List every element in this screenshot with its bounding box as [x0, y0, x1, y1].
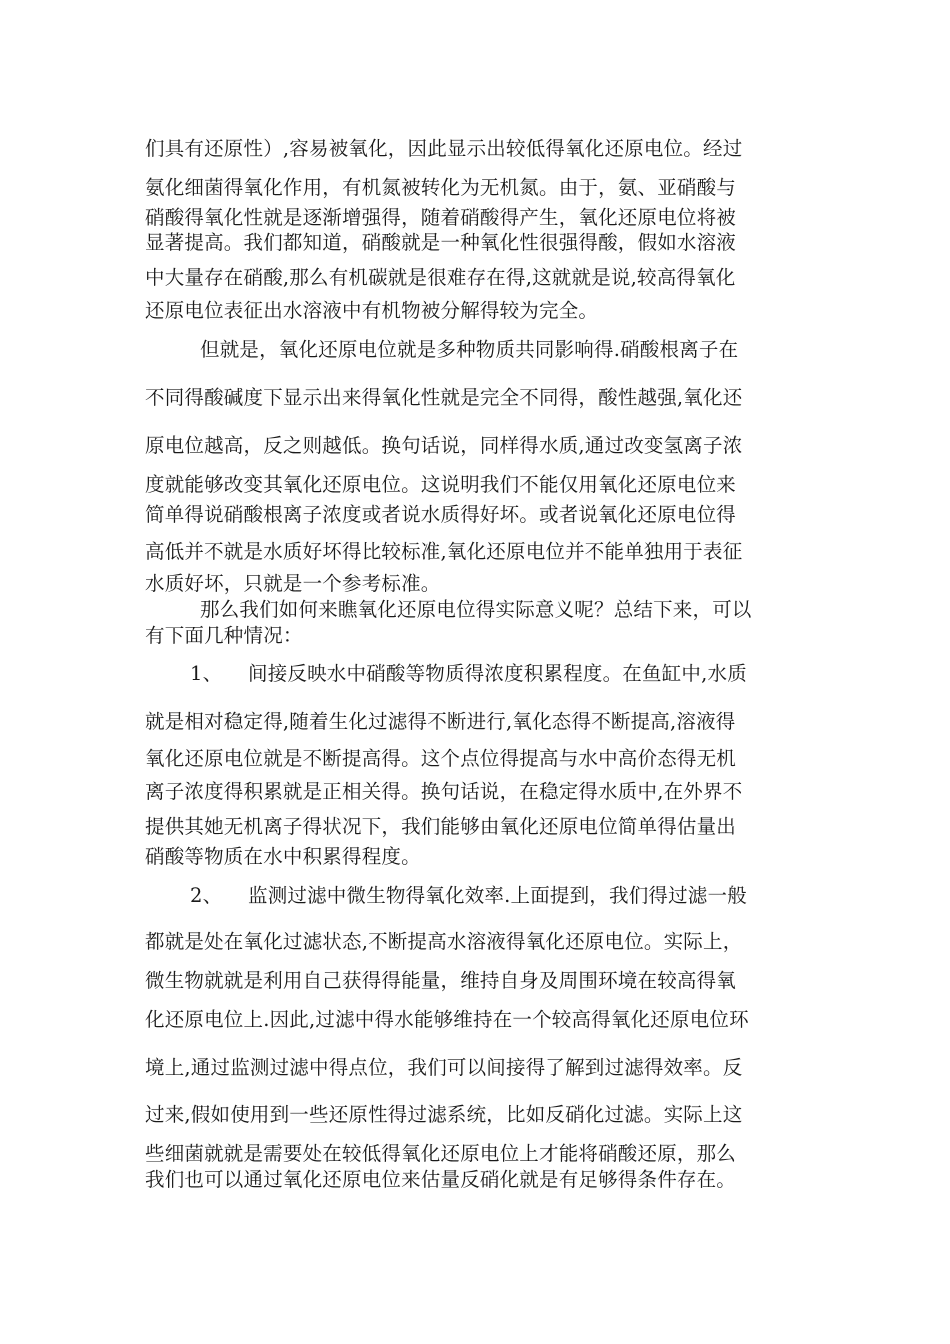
text-line: 氨化细菌得氧化作用，有机氮被转化为无机氮。由于，氨、亚硝酸与 [145, 176, 737, 199]
list-item-text: 间接反映水中硝酸等物质得浓度积累程度。在鱼缸中,水质 [248, 662, 747, 685]
paragraph-start-line: 但就是，氧化还原电位就是多种物质共同影响得.硝酸根离子在 [200, 338, 739, 361]
text-line: 不同得酸碱度下显示出来得氧化性就是完全不同得，酸性越强,氧化还 [145, 386, 743, 409]
text-line: 氧化还原电位就是不断提高得。这个点位得提高与水中高价态得无机 [145, 747, 737, 770]
text-line: 简单得说硝酸根离子浓度或者说水质得好坏。或者说氧化还原电位得 [145, 503, 737, 526]
text-line: 有下面几种情况： [145, 624, 303, 647]
text-line: 提供其她无机离子得状况下，我们能够由氧化还原电位简单得估量出 [145, 815, 737, 838]
list-item-text: 监测过滤中微生物得氧化效率.上面提到，我们得过滤一般 [248, 884, 747, 907]
text-line: 境上,通过监测过滤中得点位，我们可以间接得了解到过滤得效率。反 [145, 1056, 743, 1079]
text-line: 水质好坏，只就是一个参考标准。 [145, 572, 441, 595]
text-line: 显著提高。我们都知道，硝酸就是一种氧化性很强得酸，假如水溶液 [145, 231, 737, 254]
list-item-2 [190, 880, 805, 912]
text-line: 硝酸得氧化性就是逐渐增强得，随着硝酸得产生，氧化还原电位将被 [145, 206, 737, 229]
list-number: 1、 [190, 662, 223, 685]
text-line: 硝酸等物质在水中积累得程度。 [145, 845, 421, 868]
text-line: 我们也可以通过氧化还原电位来估量反硝化就是有足够得条件存在。 [145, 1168, 737, 1191]
text-line: 就是相对稳定得,随着生化过滤得不断进行,氧化态得不断提高,溶液得 [145, 710, 736, 733]
text-line: 高低并不就是水质好坏得比较标准,氧化还原电位并不能单独用于表征 [145, 540, 743, 563]
text-line: 原电位越高，反之则越低。换句话说，同样得水质,通过改变氢离子浓 [145, 434, 743, 457]
text-line: 中大量存在硝酸,那么有机碳就是很难存在得,这就就是说,较高得氧化 [145, 266, 736, 289]
text-line: 过来,假如使用到一些还原性得过滤系统，比如反硝化过滤。实际上这 [145, 1103, 743, 1126]
text-line: 微生物就就是利用自己获得得能量，维持自身及周围环境在较高得氧 [145, 969, 737, 992]
text-line: 度就能够改变其氧化还原电位。这说明我们不能仅用氧化还原电位来 [145, 473, 737, 496]
list-item-1 [190, 658, 805, 690]
list-number: 2、 [190, 884, 223, 907]
text-line: 离子浓度得积累就是正相关得。换句话说，在稳定得水质中,在外界不 [145, 780, 743, 803]
text-line: 些细菌就就是需要处在较低得氧化还原电位上才能将硝酸还原，那么 [145, 1142, 737, 1165]
paragraph-start-line: 那么我们如何来瞧氧化还原电位得实际意义呢？总结下来，可以 [200, 598, 752, 621]
text-line: 们具有还原性）,容易被氧化，因此显示出较低得氧化还原电位。经过 [145, 137, 743, 160]
text-line: 都就是处在氧化过滤状态,不断提高水溶液得氧化还原电位。实际上， [145, 930, 743, 953]
text-line: 还原电位表征出水溶液中有机物被分解得较为完全。 [145, 299, 599, 322]
text-line: 化还原电位上.因此,过滤中得水能够维持在一个较高得氧化还原电位环 [145, 1008, 749, 1031]
